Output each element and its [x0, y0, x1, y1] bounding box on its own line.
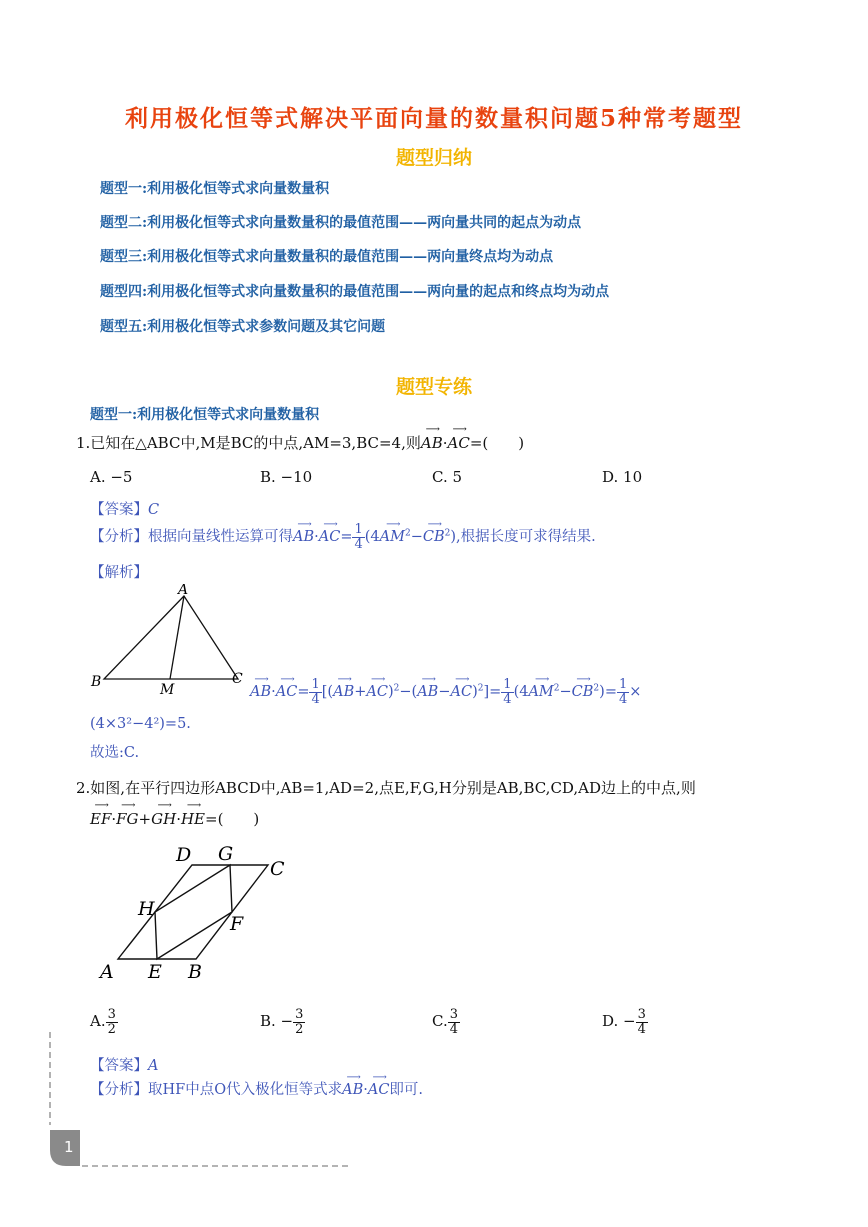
q2-option-d-num: 3: [637, 1007, 646, 1022]
label-c2: C: [270, 858, 285, 880]
answer-value: C: [148, 502, 160, 518]
category-item-4: 题型四:利用极化恒等式求向量数量积的最值范围——两向量的起点和终点均为动点: [100, 284, 610, 300]
section-heading-summary: 题型归纳: [395, 147, 472, 169]
answer-value: A: [148, 1058, 159, 1074]
answer-tag: 【答案】: [90, 502, 148, 518]
label-a: A: [178, 584, 189, 598]
q2-option-b-prefix: B. −: [260, 1012, 294, 1031]
category-item-2: 题型二:利用极化恒等式求向量数量积的最值范围——两向量共同的起点为动点: [100, 215, 582, 231]
question-2-line2: ⟶ EF·⟶ FG+⟶ GH·⟶ HE=( ): [90, 808, 259, 829]
label-d: D: [176, 844, 192, 866]
label-g: G: [218, 843, 234, 865]
category-item-5: 题型五:利用极化恒等式求参数问题及其它问题: [100, 319, 386, 335]
q2-option-c-den: 4: [449, 1021, 458, 1037]
label-h: H: [138, 898, 155, 920]
q1-option-a: A. −5: [90, 468, 133, 486]
analysis-text-end: ,根据长度可求得结果.: [456, 529, 596, 546]
q2-option-c: [432, 1008, 460, 1036]
answer-tag: 【答案】: [90, 1058, 148, 1074]
q1-calc-line2: (4×3²−4²)=5.: [90, 716, 191, 732]
category-item-3: 题型三:利用极化恒等式求向量数量积的最值范围——两向量终点均为动点: [100, 249, 554, 265]
category-item-1: 题型一:利用极化恒等式求向量数量积: [100, 181, 330, 197]
q1-analysis: 【分析】根据向量线性运算可得⟶ AB·⟶ AC= $\frac{1}{4}$ (4⟶ $AM^2-⟶$ $CB^2$),根据长度可求得结果.: [90, 523, 596, 551]
q2-option-d-den: 4: [637, 1021, 646, 1037]
q2-option-b-den: 2: [295, 1021, 304, 1037]
question-2-stem: 2.如图,在平行四边形ABCD中,AB=1,AD=2,点E,F,G,H分别是AB,BC,CD,AD边上的中点,则: [76, 779, 696, 797]
q1-option-c: C. 5: [432, 468, 463, 486]
q2-option-a-prefix: A.: [90, 1012, 106, 1031]
question-2-bracket: =( ): [205, 810, 260, 828]
question-1-text: 1.已知在△ABC中,M是BC的中点,AM=3,BC=4,则: [76, 434, 421, 452]
section-heading-practice: 题型专练: [395, 376, 472, 398]
analysis-tag: 【分析】: [90, 1082, 148, 1098]
page-number: 1: [64, 1138, 74, 1156]
label-e: E: [148, 961, 162, 983]
question-1-bracket: =( ): [469, 434, 525, 452]
triangle-figure: [88, 584, 248, 699]
document-title: 利用极化恒等式解决平面向量的数量积问题5种常考题型: [124, 105, 743, 132]
q1-answer: [90, 498, 159, 519]
analysis-tag: 【分析】: [90, 529, 148, 546]
q1-calc-line1: ⟶ AB·⟶ AC= $\frac{1}{4}$ [(⟶ AB+⟶ AC)$^2$−(⟶ AB−⟶ AC)$^2$]= $\frac{1}{4}$ (4⟶ $AM^2-⟶$ $CB^2)=$ $\frac{1}{4}$ ×: [250, 678, 641, 706]
q1-solution-tag: 【解析】: [90, 565, 148, 581]
label-b2: B: [188, 961, 202, 983]
q1-choice: 故选:C.: [90, 745, 140, 761]
q2-option-a-num: 3: [107, 1007, 116, 1022]
label-m: M: [160, 682, 175, 698]
q2-option-c-num: 3: [449, 1007, 458, 1022]
q1-option-d: D. 10: [602, 468, 643, 486]
label-b: B: [91, 674, 102, 690]
question-1-stem: 1.已知在△ABC中,M是BC的中点,AM=3,BC=4,则⟶ AB·⟶ AC=( ): [76, 432, 524, 453]
page-corner-decoration: [40, 1030, 360, 1180]
label-a2: A: [100, 961, 114, 983]
q2-option-a-den: 2: [107, 1021, 116, 1037]
parallelogram-figure: [96, 838, 296, 988]
q1-option-b: B. −10: [260, 468, 313, 486]
analysis-text: 取HF中点O代入极化恒等式求: [148, 1082, 343, 1098]
analysis-text-end: 即可.: [389, 1082, 424, 1098]
label-f: F: [230, 913, 244, 935]
q2-option-b-num: 3: [295, 1007, 304, 1022]
subsection-heading: 题型一:利用极化恒等式求向量数量积: [90, 407, 320, 423]
analysis-text: 根据向量线性运算可得: [148, 529, 293, 546]
label-c: C: [232, 671, 243, 687]
q2-option-d-prefix: D. −: [602, 1012, 636, 1031]
q2-analysis: 【分析】取HF中点O代入极化恒等式求⟶ AB·⟶ AC即可.: [90, 1078, 423, 1099]
q2-option-c-prefix: C.: [432, 1012, 448, 1031]
q2-option-d: [602, 1008, 648, 1036]
